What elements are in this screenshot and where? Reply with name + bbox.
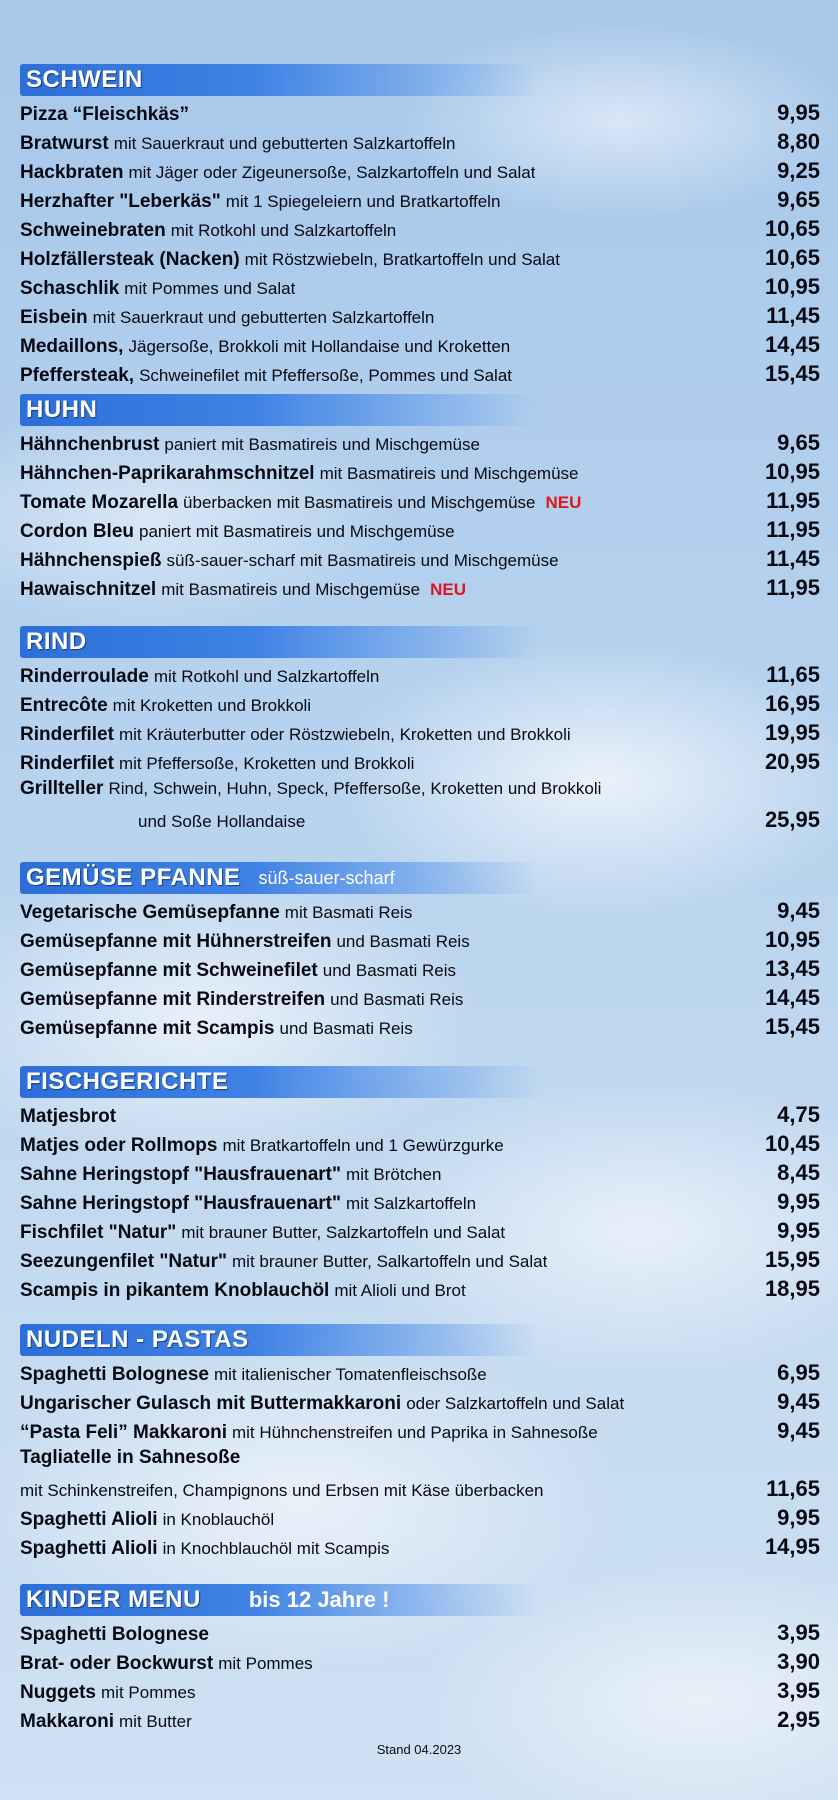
item-extra: überbacken mit Basmatireis und Mischgemüse xyxy=(183,493,536,512)
item-price: 3,95 xyxy=(777,1678,820,1703)
item-extra: mit brauner Butter, Salzkartoffeln und Salat xyxy=(181,1223,506,1242)
section-fischgerichte xyxy=(20,1066,820,1305)
menu-item xyxy=(20,1014,820,1043)
item-name: Brat- oder Bockwurst xyxy=(20,1653,214,1674)
item-extra: mit Alioli und Brot xyxy=(334,1281,466,1300)
item-price: 9,95 xyxy=(777,1505,820,1530)
menu-item xyxy=(20,985,820,1014)
menu-item xyxy=(20,1131,820,1160)
item-extra: mit Pommes xyxy=(101,1683,196,1702)
item-price: 14,45 xyxy=(764,985,820,1010)
menu-item xyxy=(20,662,820,691)
item-extra: in Knochblauchöl mit Scampis xyxy=(162,1539,390,1558)
section-header xyxy=(20,1066,540,1098)
menu-item xyxy=(20,1160,820,1189)
menu-item xyxy=(20,956,820,985)
item-price: 2,95 xyxy=(777,1707,820,1732)
item-price: 14,95 xyxy=(764,1534,820,1559)
menu-item xyxy=(20,459,820,488)
item-extra: mit Sauerkraut und gebutterten Salzkartoffeln xyxy=(92,308,435,327)
item-name: Holzfällersteak (Nacken) xyxy=(20,249,240,270)
menu-item xyxy=(20,749,820,778)
item-price: 11,45 xyxy=(766,303,820,328)
section-schwein xyxy=(20,64,820,390)
section-gemuese-pfanne xyxy=(20,862,820,1043)
item-price: 9,45 xyxy=(777,1389,820,1414)
item-price: 9,65 xyxy=(777,430,820,455)
menu-item xyxy=(20,778,820,807)
menu-item xyxy=(20,1447,820,1476)
section-kinder-menu xyxy=(20,1584,820,1736)
item-extra: mit Sauerkraut und gebutterten Salzkartoffeln xyxy=(113,134,456,153)
item-price: 6,95 xyxy=(777,1360,820,1385)
item-price: 3,95 xyxy=(777,1620,820,1645)
item-name: Tomate Mozarella xyxy=(20,492,179,513)
item-extra: mit Rotkohl und Salzkartoffeln xyxy=(153,667,380,686)
section-title: NUDELN - PASTAS xyxy=(26,1326,249,1353)
item-name: Gemüsepfanne mit Rinderstreifen xyxy=(20,989,326,1010)
new-badge: NEU xyxy=(545,493,582,512)
item-name: Nuggets xyxy=(20,1682,96,1703)
new-badge: NEU xyxy=(430,580,467,599)
item-name: Ungarischer Gulasch mit Buttermakkaroni xyxy=(20,1393,402,1414)
section-subtitle: süß-sauer-scharf xyxy=(258,867,395,888)
item-extra: mit Brötchen xyxy=(346,1165,442,1184)
menu-item xyxy=(20,575,820,604)
section-header xyxy=(20,626,540,658)
menu-item xyxy=(20,129,820,158)
item-list xyxy=(20,100,820,390)
menu-item xyxy=(20,1389,820,1418)
item-name: Sahne Heringstopf "Hausfrauenart" xyxy=(20,1164,342,1185)
menu-item xyxy=(20,546,820,575)
item-extra: mit Bratkartoffeln und 1 Gewürzgurke xyxy=(222,1136,504,1155)
menu-item xyxy=(20,1678,820,1707)
item-price: 9,65 xyxy=(777,187,820,212)
item-name: Gemüsepfanne mit Hühnerstreifen xyxy=(20,931,332,952)
menu-item xyxy=(20,332,820,361)
item-extra: Jägersoße, Brokkoli mit Hollandaise und Kroketten xyxy=(128,337,511,356)
item-name: Makkaroni xyxy=(20,1711,114,1732)
item-extra: paniert mit Basmatireis und Mischgemüse xyxy=(164,435,480,454)
menu-item xyxy=(20,1620,820,1649)
item-price: 10,65 xyxy=(764,245,820,270)
item-extra: und Basmati Reis xyxy=(336,932,470,951)
menu-item xyxy=(20,1276,820,1305)
item-price: 25,95 xyxy=(764,807,820,832)
item-name: Gemüsepfanne mit Scampis xyxy=(20,1018,275,1039)
menu-item xyxy=(20,1707,820,1736)
item-list xyxy=(20,1102,820,1305)
menu-item xyxy=(20,1247,820,1276)
item-name: Bratwurst xyxy=(20,133,109,154)
item-name: Pizza “Fleischkäs” xyxy=(20,104,189,125)
item-extra: mit Schinkenstreifen, Champignons und Erbsen mit Käse überbacken xyxy=(20,1481,544,1500)
item-extra: mit Salzkartoffeln xyxy=(346,1194,477,1213)
item-price: 11,95 xyxy=(766,488,820,513)
item-extra: und Basmati Reis xyxy=(330,990,464,1009)
menu-item xyxy=(20,488,820,517)
item-price: 20,95 xyxy=(764,749,820,774)
menu-item-continuation xyxy=(20,1476,820,1505)
item-price: 11,95 xyxy=(766,575,820,600)
item-price: 4,75 xyxy=(777,1102,820,1127)
item-list xyxy=(20,430,820,604)
item-name: “Pasta Feli” Makkaroni xyxy=(20,1422,227,1443)
item-extra: mit Kroketten und Brokkoli xyxy=(112,696,312,715)
item-extra: mit Jäger oder Zigeunersoße, Salzkartoffeln und Salat xyxy=(128,163,536,182)
item-price: 8,45 xyxy=(777,1160,820,1185)
menu-item xyxy=(20,303,820,332)
item-price: 13,45 xyxy=(764,956,820,981)
section-header xyxy=(20,1324,540,1356)
item-extra: mit Pommes xyxy=(218,1654,313,1673)
item-extra: und Basmati Reis xyxy=(322,961,456,980)
item-name: Hähnchenspieß xyxy=(20,550,162,571)
item-price: 9,45 xyxy=(777,898,820,923)
item-price: 11,45 xyxy=(766,546,820,571)
item-extra: mit Hühnchenstreifen und Paprika in Sahnesoße xyxy=(231,1423,598,1442)
menu-item xyxy=(20,187,820,216)
item-extra: oder Salzkartoffeln und Salat xyxy=(406,1394,625,1413)
item-price: 9,95 xyxy=(777,1189,820,1214)
menu-item xyxy=(20,158,820,187)
item-price: 15,45 xyxy=(764,361,820,386)
section-header xyxy=(20,394,540,426)
item-name: Hähnchenbrust xyxy=(20,434,160,455)
menu-item xyxy=(20,430,820,459)
menu-item xyxy=(20,1534,820,1563)
item-extra: mit Pfeffersoße, Kroketten und Brokkoli xyxy=(118,754,415,773)
menu-item xyxy=(20,1649,820,1678)
menu-item xyxy=(20,245,820,274)
item-name: Tagliatelle in Sahnesoße xyxy=(20,1447,241,1468)
item-name: Scampis in pikantem Knoblauchöl xyxy=(20,1280,330,1301)
item-name: Spaghetti Alioli xyxy=(20,1538,158,1559)
item-name: Vegetarische Gemüsepfanne xyxy=(20,902,280,923)
item-extra: mit Kräuterbutter oder Röstzwiebeln, Kroketten und Brokkoli xyxy=(118,725,571,744)
menu-item xyxy=(20,1418,820,1447)
menu-item xyxy=(20,216,820,245)
item-extra: mit Basmatireis und Mischgemüse xyxy=(161,580,421,599)
item-price: 15,95 xyxy=(764,1247,820,1272)
section-title: RIND xyxy=(26,628,87,655)
item-name: Sahne Heringstopf "Hausfrauenart" xyxy=(20,1193,342,1214)
item-extra: mit Röstzwiebeln, Bratkartoffeln und Salat xyxy=(244,250,560,269)
item-price: 19,95 xyxy=(764,720,820,745)
item-price: 8,80 xyxy=(777,129,820,154)
menu-item xyxy=(20,100,820,129)
item-price: 10,95 xyxy=(764,459,820,484)
item-price: 9,95 xyxy=(777,100,820,125)
item-name: Medaillons, xyxy=(20,336,124,357)
item-name: Entrecôte xyxy=(20,695,108,716)
item-name: Spaghetti Bolognese xyxy=(20,1624,209,1645)
section-title: HUHN xyxy=(26,396,98,423)
item-name: Schaschlik xyxy=(20,278,120,299)
item-name: Rinderroulade xyxy=(20,666,149,687)
item-list xyxy=(20,1620,820,1736)
item-price: 14,45 xyxy=(764,332,820,357)
item-name: Hawaischnitzel xyxy=(20,579,157,600)
item-price: 10,95 xyxy=(764,274,820,299)
item-name: Spaghetti Alioli xyxy=(20,1509,158,1530)
item-price: 11,95 xyxy=(766,517,820,542)
section-header xyxy=(20,1584,540,1616)
item-extra: mit 1 Spiegeleiern und Bratkartoffeln xyxy=(225,192,501,211)
item-name: Matjes oder Rollmops xyxy=(20,1135,218,1156)
item-name: Schweinebraten xyxy=(20,220,166,241)
item-extra: paniert mit Basmatireis und Mischgemüse xyxy=(139,522,455,541)
item-name: Seezungenfilet "Natur" xyxy=(20,1251,227,1272)
item-price: 15,45 xyxy=(764,1014,820,1039)
item-extra: und Soße Hollandaise xyxy=(138,812,306,831)
item-price: 11,65 xyxy=(766,662,820,687)
item-name: Matjesbrot xyxy=(20,1106,117,1127)
menu-item xyxy=(20,1360,820,1389)
menu-item xyxy=(20,1218,820,1247)
section-rind xyxy=(20,626,820,836)
item-extra: mit Pommes und Salat xyxy=(124,279,296,298)
item-extra: mit Basmatireis und Mischgemüse xyxy=(319,464,579,483)
item-price: 3,90 xyxy=(777,1649,820,1674)
item-name: Cordon Bleu xyxy=(20,521,134,542)
menu-item-continuation xyxy=(20,807,820,836)
item-name: Herzhafter "Leberkäs" xyxy=(20,191,221,212)
item-price: 9,45 xyxy=(777,1418,820,1443)
item-price: 11,65 xyxy=(766,1476,820,1501)
item-price: 9,25 xyxy=(777,158,820,183)
item-extra: mit italienischer Tomatenfleischsoße xyxy=(213,1365,487,1384)
item-extra: in Knoblauchöl xyxy=(162,1510,275,1529)
footer-stand: Stand 04.2023 xyxy=(376,1742,462,1757)
section-huhn xyxy=(20,394,820,604)
item-price: 18,95 xyxy=(764,1276,820,1301)
item-name: Fischfilet "Natur" xyxy=(20,1222,177,1243)
item-name: Hackbraten xyxy=(20,162,124,183)
item-extra: mit brauner Butter, Salkartoffeln und Salat xyxy=(232,1252,548,1271)
menu-item xyxy=(20,517,820,546)
item-extra: mit Butter xyxy=(119,1712,192,1731)
item-extra: süß-sauer-scharf mit Basmatireis und Mischgemüse xyxy=(166,551,559,570)
section-header xyxy=(20,64,540,96)
item-extra: und Basmati Reis xyxy=(279,1019,413,1038)
item-list xyxy=(20,1360,820,1563)
menu-item xyxy=(20,1189,820,1218)
item-name: Spaghetti Bolognese xyxy=(20,1364,209,1385)
menu-item xyxy=(20,274,820,303)
menu-item xyxy=(20,361,820,390)
item-name: Gemüsepfanne mit Schweinefilet xyxy=(20,960,318,981)
item-name: Hähnchen-Paprikarahmschnitzel xyxy=(20,463,315,484)
item-list xyxy=(20,662,820,836)
item-price: 10,45 xyxy=(764,1131,820,1156)
item-price: 9,95 xyxy=(777,1218,820,1243)
section-nudeln-pastas xyxy=(20,1324,820,1563)
menu-item xyxy=(20,1505,820,1534)
section-header xyxy=(20,862,540,894)
menu-item xyxy=(20,720,820,749)
menu-item xyxy=(20,898,820,927)
menu-item xyxy=(20,1102,820,1131)
section-title: KINDER MENU xyxy=(26,1586,201,1613)
item-name: Rinderfilet xyxy=(20,724,114,745)
item-extra: Schweinefilet mit Pfeffersoße, Pommes und Salat xyxy=(139,366,512,385)
item-price: 10,65 xyxy=(764,216,820,241)
item-extra: mit Basmati Reis xyxy=(284,903,413,922)
item-extra: Rind, Schwein, Huhn, Speck, Pfeffersoße, Kroketten und Brokkoli xyxy=(108,779,602,798)
section-title: GEMÜSE PFANNE xyxy=(26,864,241,891)
menu-item xyxy=(20,691,820,720)
item-name: Pfeffersteak, xyxy=(20,365,135,386)
item-price: 10,95 xyxy=(764,927,820,952)
menu-item xyxy=(20,927,820,956)
item-name: Grillteller xyxy=(20,778,104,799)
item-name: Rinderfilet xyxy=(20,753,114,774)
section-title: FISCHGERICHTE xyxy=(26,1068,229,1095)
item-price: 16,95 xyxy=(764,691,820,716)
section-subtitle: bis 12 Jahre ! xyxy=(248,1587,390,1612)
section-title: SCHWEIN xyxy=(26,66,143,93)
item-extra: mit Rotkohl und Salzkartoffeln xyxy=(170,221,397,240)
item-list xyxy=(20,898,820,1043)
item-name: Eisbein xyxy=(20,307,88,328)
